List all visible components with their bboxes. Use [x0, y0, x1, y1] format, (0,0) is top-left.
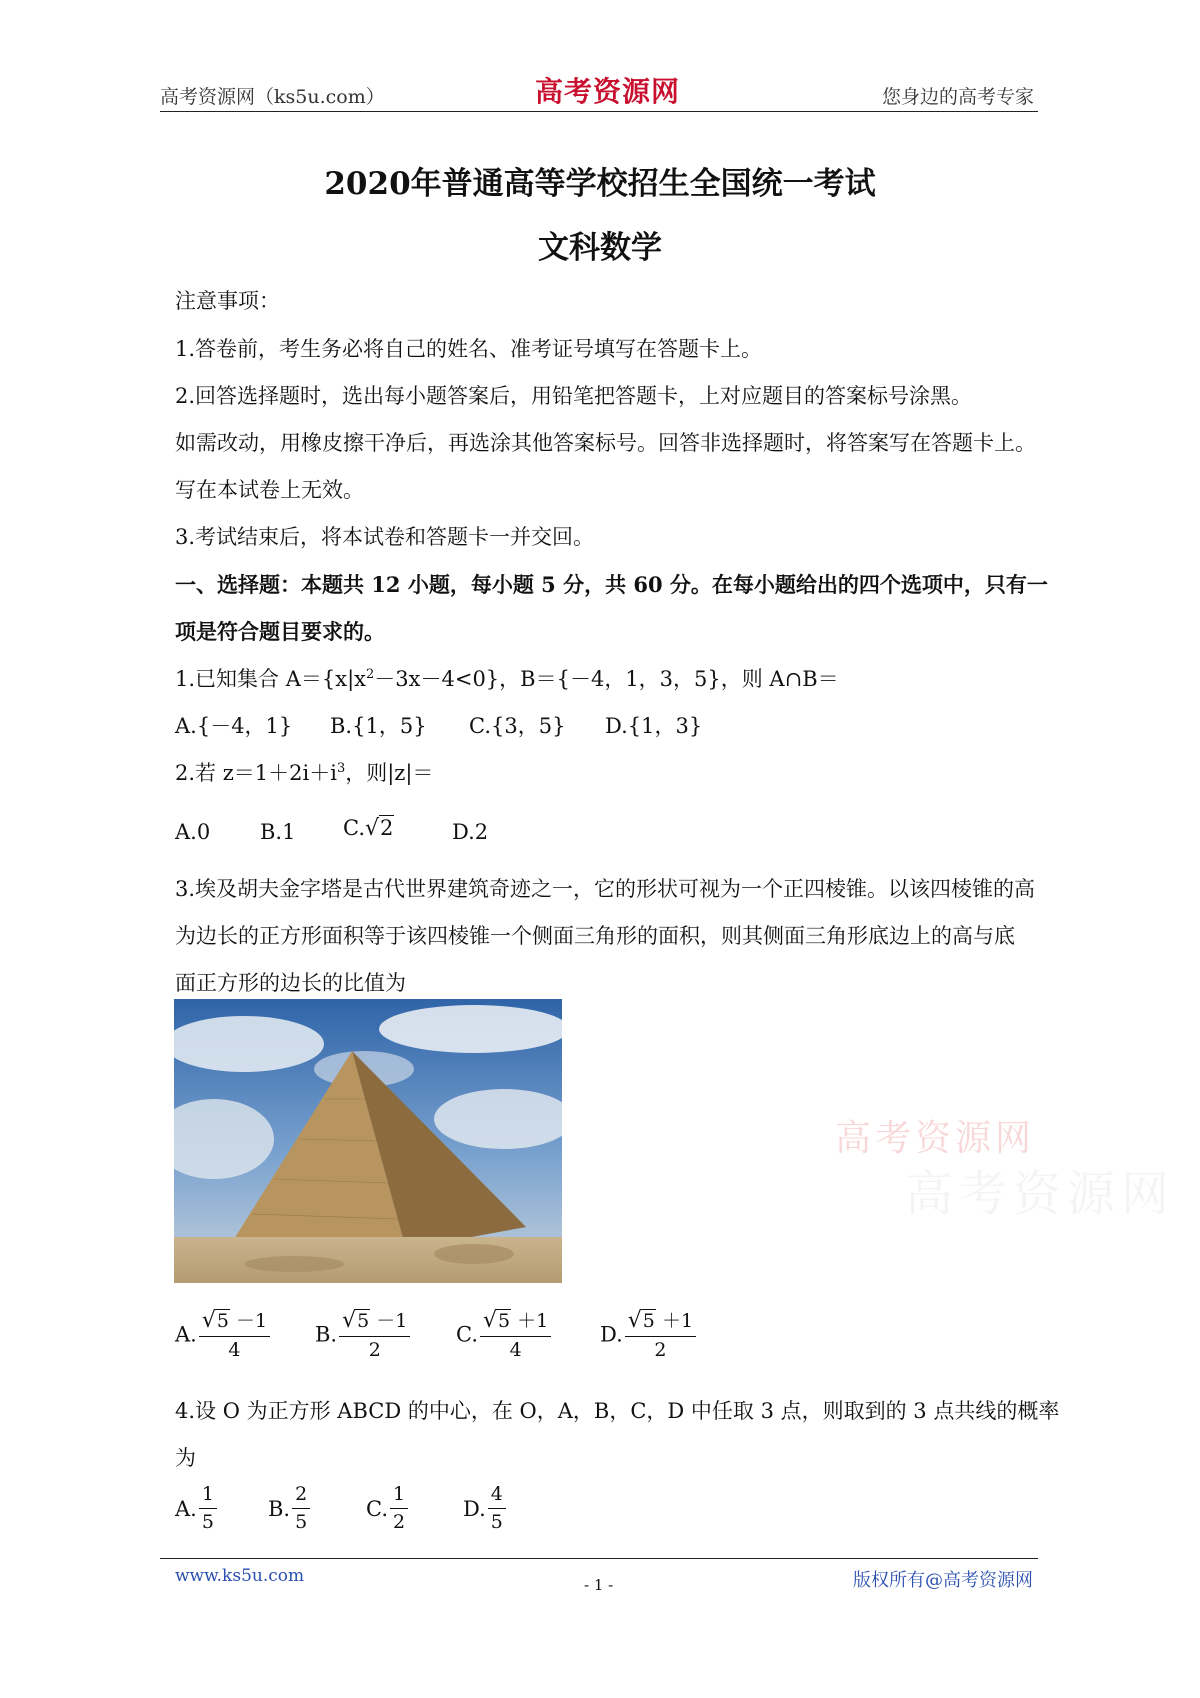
q1-option-b: B.{1，5} [330, 714, 427, 738]
option-label: D. [600, 1322, 623, 1347]
denominator: 5 [295, 1510, 308, 1533]
q3-option-a [175, 1307, 270, 1362]
numerator: 1 [390, 1483, 408, 1509]
fraction: $\frac{√5 -1}{2}$ [339, 1307, 410, 1362]
q4-option-b [268, 1483, 310, 1535]
pyramid-photo [174, 999, 562, 1283]
radicand: 5 [357, 1310, 370, 1332]
q1-option-c: C.{3，5} [469, 714, 566, 738]
q2-exponent: 3 [336, 761, 346, 776]
exam-title: 2020年普通高等学校招生全国统一考试 [324, 166, 876, 202]
q1-option-d: D.{1，3} [605, 714, 703, 738]
section-heading-cont: 项是符合题目要求的。 [175, 619, 385, 644]
numerator-rest: ＋1 [517, 1310, 549, 1332]
denominator: 2 [368, 1338, 381, 1361]
notice-heading: 注意事项： [175, 289, 280, 313]
q2-option-c [343, 816, 394, 841]
header-rule [160, 111, 1038, 112]
footer-link[interactable]: www.ks5u.com [175, 1566, 305, 1586]
numerator: 1 [199, 1483, 217, 1509]
option-label: C. [366, 1496, 388, 1521]
q4-option-c [366, 1483, 408, 1535]
watermark: 高考资源网 [905, 1166, 1176, 1222]
option-label: C. [343, 816, 365, 840]
denominator: 5 [201, 1510, 214, 1533]
numerator-rest: －1 [236, 1310, 268, 1332]
radicand: 5 [498, 1310, 511, 1332]
question-2-stem [175, 757, 433, 787]
q3-option-d [600, 1307, 696, 1362]
page-number: - 1 - [584, 1576, 614, 1594]
radicand: 5 [642, 1310, 655, 1332]
fraction [488, 1483, 506, 1535]
fraction [292, 1483, 310, 1535]
exam-subtitle: 文科数学 [538, 230, 662, 266]
numerator-rest: －1 [376, 1310, 408, 1332]
question-4-stem: 4.设 O 为正方形 ABCD 的中心，在 O，A，B，C，D 中任取 3 点，则取到的 3 点共线的概率 [175, 1399, 1060, 1423]
section-heading: 一、选择题：本题共 12 小题，每小题 5 分，共 60 分。在每小题给出的四个选项中，只有一 [175, 572, 1048, 597]
denominator: 4 [228, 1338, 241, 1361]
denominator: 2 [654, 1338, 667, 1361]
header-right: 您身边的高考专家 [882, 86, 1035, 108]
q1-stem-part: －3x－4<0}，B＝{－4，1，3，5}，则 A∩B＝ [374, 667, 839, 691]
q2-stem-part: 2.若 z＝1＋2i＋i [175, 761, 337, 785]
fraction: $\frac{√5 -1}{4}$ [199, 1307, 270, 1362]
fraction: $\frac{√5 +1}{2}$ [625, 1307, 696, 1362]
denominator: 2 [393, 1510, 406, 1533]
option-label: A. [175, 1496, 197, 1521]
question-3-stem-cont: 面正方形的边长的比值为 [175, 971, 406, 995]
question-3-stem-cont: 为边长的正方形面积等于该四棱锥一个侧面三角形的面积，则其侧面三角形底边上的高与底 [175, 924, 1015, 948]
q2-option-b: B.1 [260, 820, 296, 844]
notice-item: 2.回答选择题时，选出每小题答案后，用铅笔把答题卡，上对应题目的答案标号涂黑。 [175, 384, 973, 408]
question-1-stem [175, 663, 839, 693]
sqrt-expression: √2 [365, 816, 394, 841]
fraction [390, 1483, 408, 1535]
q4-option-a [175, 1483, 217, 1535]
q1-stem-part: 1.已知集合 A＝{x|x [175, 667, 366, 691]
q2-option-d: D.2 [452, 820, 489, 844]
denominator: 4 [509, 1338, 522, 1361]
radicand: 5 [216, 1310, 229, 1332]
q3-option-b [315, 1307, 410, 1362]
notice-item: 如需改动，用橡皮擦干净后，再选涂其他答案标号。回答非选择题时，将答案写在答题卡上。 [175, 431, 1036, 455]
fraction [199, 1483, 217, 1535]
q1-exponent: 2 [366, 667, 375, 682]
numerator-rest: ＋1 [661, 1310, 694, 1332]
fraction: $\frac{√5 +1}{4}$ [480, 1307, 551, 1362]
notice-item: 3.考试结束后，将本试卷和答题卡一并交回。 [175, 525, 595, 549]
q3-option-c [456, 1307, 551, 1362]
q2-option-a: A.0 [175, 820, 211, 844]
option-label: A. [175, 1322, 197, 1347]
footer-copyright: 版权所有@高考资源网 [853, 1570, 1033, 1591]
numerator: 4 [488, 1483, 506, 1509]
notice-item: 写在本试卷上无效。 [175, 478, 364, 502]
footer-rule [160, 1558, 1038, 1559]
q1-option-a: A.{－4，1} [175, 714, 293, 738]
notice-item: 1.答卷前，考生务必将自己的姓名、准考证号填写在答题卡上。 [175, 337, 763, 361]
radicand: 2 [380, 816, 394, 840]
numerator: 2 [292, 1483, 310, 1509]
question-4-stem-cont: 为 [175, 1446, 196, 1470]
question-3-stem: 3.埃及胡夫金字塔是古代世界建筑奇迹之一，它的形状可视为一个正四棱锥。以该四棱锥的高 [175, 877, 1036, 901]
denominator: 5 [490, 1510, 503, 1533]
q2-stem-part: ，则|z|＝ [345, 761, 434, 785]
watermark: 高考资源网 [835, 1118, 1036, 1159]
option-label: B. [315, 1322, 338, 1347]
option-label: B. [268, 1496, 291, 1521]
option-label: D. [463, 1496, 486, 1521]
header-left: 高考资源网（ks5u.com） [160, 86, 385, 108]
q4-option-d [463, 1483, 506, 1535]
site-logo: 高考资源网 [535, 75, 681, 108]
option-label: C. [456, 1322, 478, 1347]
